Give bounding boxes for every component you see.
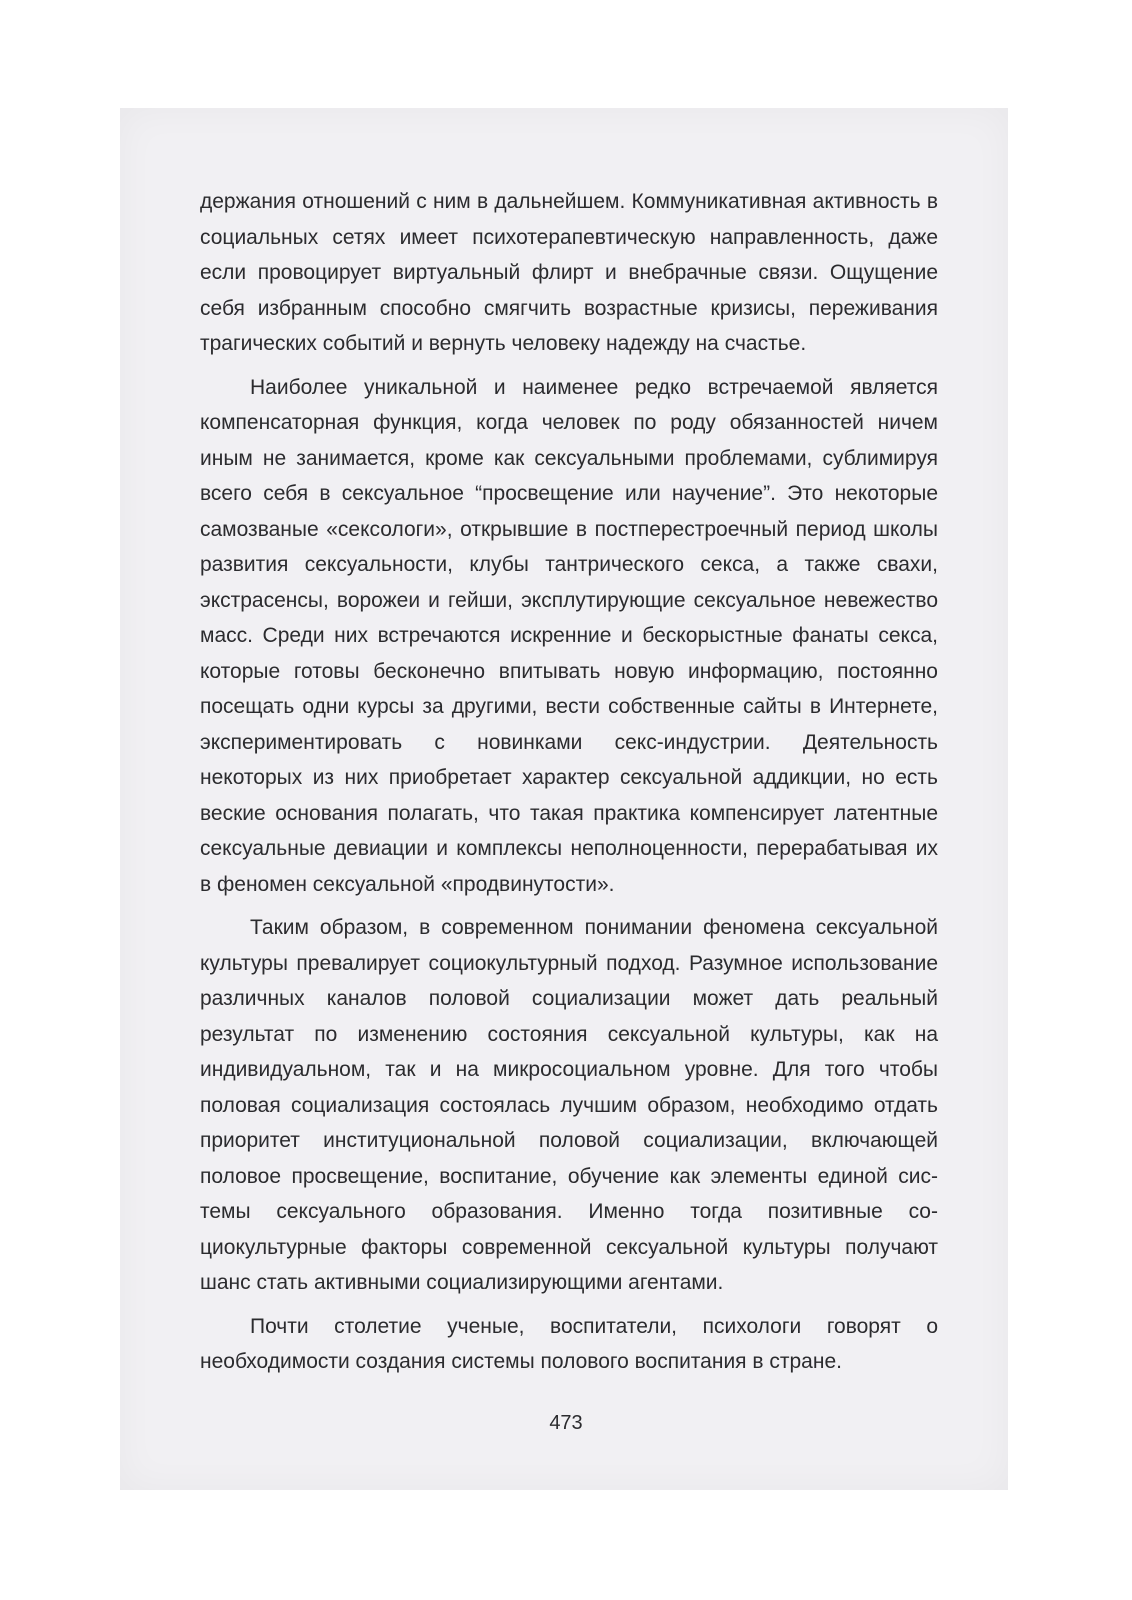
paragraph-2: Наиболее уникальной и наименее редко встречаемой является компенсаторная функция, когда человек по роду обязанностей ничем иным не занимается, кроме как сексуальными проблемами, сублимируя всего себя в сексуальное “просвещение или научение”. Это некоторые самозваные «сексологи», открывшие в постперестроечный период школы развития сексуальности, клубы тантрического секса, а также свахи, экстрасенсы, ворожеи и гейши, эксплутирующие сексуальное невежество масс. Среди них встречаются искренние и бескорыстные фанаты секса, которые готовы бесконечно впитывать новую информацию, постоянно посещать одни курсы за другими, вести собственные сайты в Интернете, экспериментировать с новинками секс-индустрии. Деятельность некоторых из них приобретает характер сексуальной аддикции, но есть веские основания полагать, что такая практика компенсирует латентные сексуальные девиации и комплексы неполноценности, перерабатывая их в феномен сексуальной «продвинутости». — [200, 375, 938, 896]
paragraph-1: держания отношений с ним в дальнейшем. Коммуникативная активность в социальных сетях имеет психотерапевтическую направленность, даже если провоцирует виртуальный флирт и внебрачные связи. Ощущение себя избранным способно смягчить возрастные кризисы, переживания трагических событий и вернуть человеку надежду на счастье. — [200, 190, 938, 355]
page-number: 473 — [549, 1412, 583, 1434]
paragraph-3: Таким образом, в современном понимании феномена сексуальной культуры превалирует социокультурный подход. Разумное использование различных каналов половой социализации может дать реальный результат по изменению состояния сексуальной культуры, как на индивидуальном, так и на микросоциальном уровне. Для того чтобы половая социализация состоялась лучшим образом, необходимо отдать приоритет институциональной половой социализации, включающей половое просвещение, воспитание, обучение как элементы единой системы сексуального образования. Именно тогда позитивные социокультурные факторы современной сексуальной культуры получают шанс стать активными социализирующими агентами. — [200, 916, 938, 1294]
body-text — [200, 184, 938, 1388]
paragraph-4: Почти столетие ученые, воспитатели, психологи говорят о необходимости создания системы полового воспитания в стране. — [200, 1314, 938, 1373]
